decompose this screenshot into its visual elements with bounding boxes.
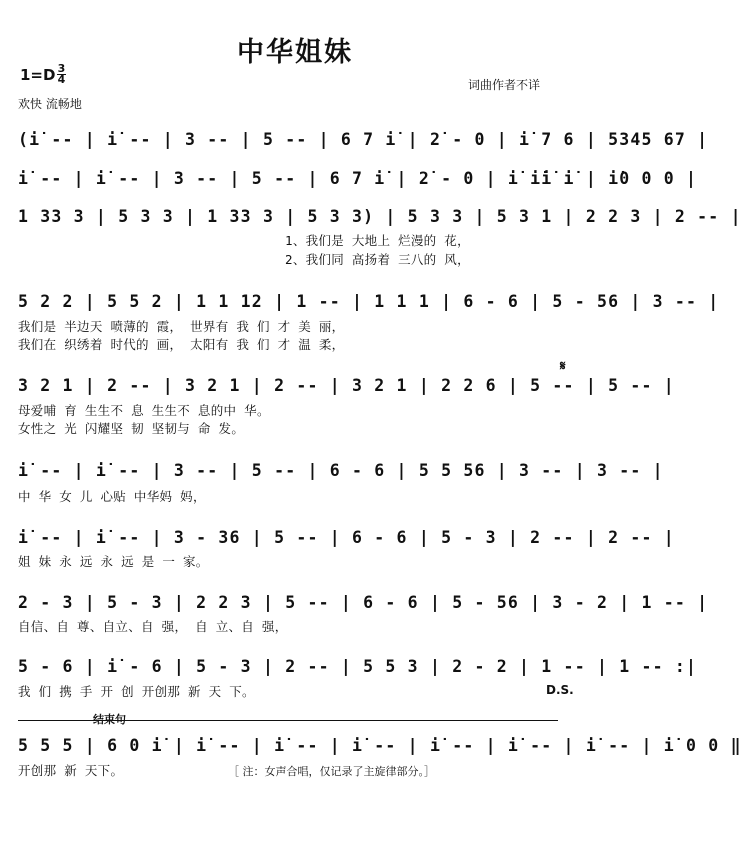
score-row-2: i̇ -- | i̇ -- | 3 -- | 5 -- | 6 7 i̇ | 2̇ - 0 | i̇ i̇i̇ i̇ | i̇0 0 0 | — [18, 169, 698, 188]
score-row-1: (i̇ -- | i̇ -- | 3 -- | 5 -- | 6 7 i̇ | 2̇ - 0 | i̇ 7 6 | 5345 67 | — [18, 130, 709, 149]
meter-top: 3 — [57, 62, 66, 75]
lyric-row-3-verse-2: 2、我们同 高扬着 三八的 风， — [285, 252, 470, 267]
ending-label: 结束句 — [93, 713, 126, 726]
lyric-row-6: 中 华 女 儿 心贴 中华妈 妈， — [18, 489, 206, 504]
lyric-row-3-verse-1: 1、我们是 大地上 烂漫的 花， — [285, 233, 470, 248]
segno-mark: 𝄋 — [560, 359, 566, 374]
song-title: 中华姐妹 — [237, 37, 353, 68]
lyric-row-4-verse-2: 我们在 织绣着 时代的 画， 太阳有 我 们 才 温 柔， — [18, 337, 345, 352]
score-row-3: 1 33 3 | 5 3 3 | 1 33 3 | 5 3 3) | 5 3 3 | 5 3 1 | 2 2 3 | 2 -- | — [18, 207, 742, 226]
ds-mark: D.S. — [546, 683, 574, 697]
lyric-row-7: 姐 妹 永 远 永 远 是 一 家。 — [18, 554, 209, 569]
lyric-row-10: 开创那 新 天下。 — [18, 763, 124, 778]
score-row-5: 3 2 1 | 2 -- | 3 2 1 | 2 -- | 3 2 1 | 2 2 6 | 5 -- | 5 -- | — [18, 376, 675, 395]
footnote: ［ 注：女声合唱，仅记录了主旋律部分。］ — [228, 765, 435, 778]
score-row-9: 5 - 6 | i̇ - 6 | 5 - 3 | 2 -- | 5 5 3 | 2 - 2 | 1 -- | 1 -- :| — [18, 657, 698, 676]
score-row-4: 5 2 2 | 5 5 2 | 1 1 12 | 1 -- | 1 1 1 | 6 - 6 | 5 - 56 | 3 -- | — [18, 292, 720, 311]
key-signature: 1=D — [20, 66, 56, 84]
lyric-row-4-verse-1: 我们是 半边天 喷薄的 霞， 世界有 我 们 才 美 丽， — [18, 319, 345, 334]
score-row-10: 5 5 5 | 6 0 i̇ | i̇ -- | i̇ -- | i̇ -- | i̇ -- | i̇ -- | i̇ -- | i̇ 0 0 ‖ — [18, 736, 742, 755]
lyric-row-5-verse-1: 母爱哺 育 生生不 息 生生不 息的中 华。 — [18, 403, 270, 418]
time-signature — [57, 64, 66, 85]
lyric-row-5-verse-2: 女性之 光 闪耀坚 韧 坚韧与 命 发。 — [18, 421, 245, 436]
credit-line: 词曲作者不详 — [468, 78, 541, 92]
score-row-8: 2 - 3 | 5 - 3 | 2 2 3 | 5 -- | 6 - 6 | 5 - 56 | 3 - 2 | 1 -- | — [18, 593, 709, 612]
lyric-row-9: 我 们 携 手 开 创 开创那 新 天 下。 — [18, 684, 255, 699]
lyric-row-8: 自信、自 尊、自立、自 强， 自 立、自 强， — [18, 619, 288, 634]
tempo-marking: 欢快 流畅地 — [18, 97, 82, 111]
score-row-6: i̇ -- | i̇ -- | 3 -- | 5 -- | 6 - 6 | 5 5 56 | 3 -- | 3 -- | — [18, 461, 664, 480]
score-row-7: i̇ -- | i̇ -- | 3 - 36 | 5 -- | 6 - 6 | 5 - 3 | 2 -- | 2 -- | — [18, 528, 675, 547]
meter-bottom: 4 — [57, 73, 66, 86]
